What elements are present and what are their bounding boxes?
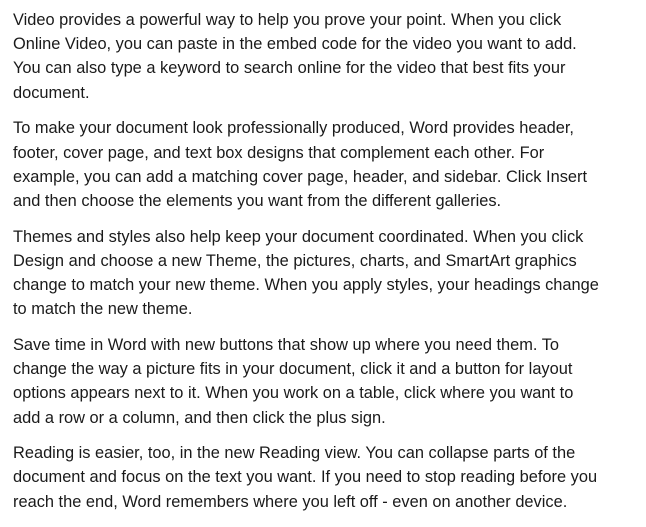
- paragraph-design: [13, 116, 643, 213]
- paragraph-buttons: [13, 333, 643, 430]
- text-line: To make your document look professionally produced, Word provides header,: [13, 119, 574, 138]
- text-line: and then choose the elements you want from the different galleries.: [13, 191, 502, 210]
- text-line: document.: [13, 83, 90, 102]
- text-line: Save time in Word with new buttons that show up where you need them. To: [13, 335, 560, 354]
- text-line: You can also type a keyword to search online for the video that best fits your: [13, 59, 566, 78]
- text-line: footer, cover page, and text box designs that complement each other. For: [13, 143, 545, 162]
- text-line: Themes and styles also help keep your document coordinated. When you click: [13, 227, 584, 246]
- text-line: reach the end, Word remembers where you left off - even on another device.: [13, 492, 568, 511]
- document-body: [13, 8, 643, 525]
- text-line: options appears next to it. When you work on a table, click where you want to: [13, 384, 574, 403]
- text-line: Reading is easier, too, in the new Reading view. You can collapse parts of the: [13, 444, 576, 463]
- text-line: Online Video, you can paste in the embed code for the video you want to add.: [13, 35, 577, 54]
- paragraph-themes: [13, 225, 643, 322]
- text-line: change the way a picture fits in your document, click it and a button for layout: [13, 360, 573, 379]
- text-line: example, you can add a matching cover page, header, and sidebar. Click Insert: [13, 167, 588, 186]
- text-line: add a row or a column, and then click the plus sign.: [13, 408, 386, 427]
- text-line: Video provides a powerful way to help you prove your point. When you click: [13, 11, 562, 29]
- text-line: document and focus on the text you want. If you need to stop reading before you: [13, 468, 598, 487]
- text-line: change to match your new theme. When you apply styles, your headings change: [13, 276, 599, 295]
- text-line: Design and choose a new Theme, the pictures, charts, and SmartArt graphics: [13, 251, 577, 270]
- text-line: to match the new theme.: [13, 300, 193, 319]
- paragraph-video: [13, 8, 643, 105]
- paragraph-reading: [13, 441, 643, 514]
